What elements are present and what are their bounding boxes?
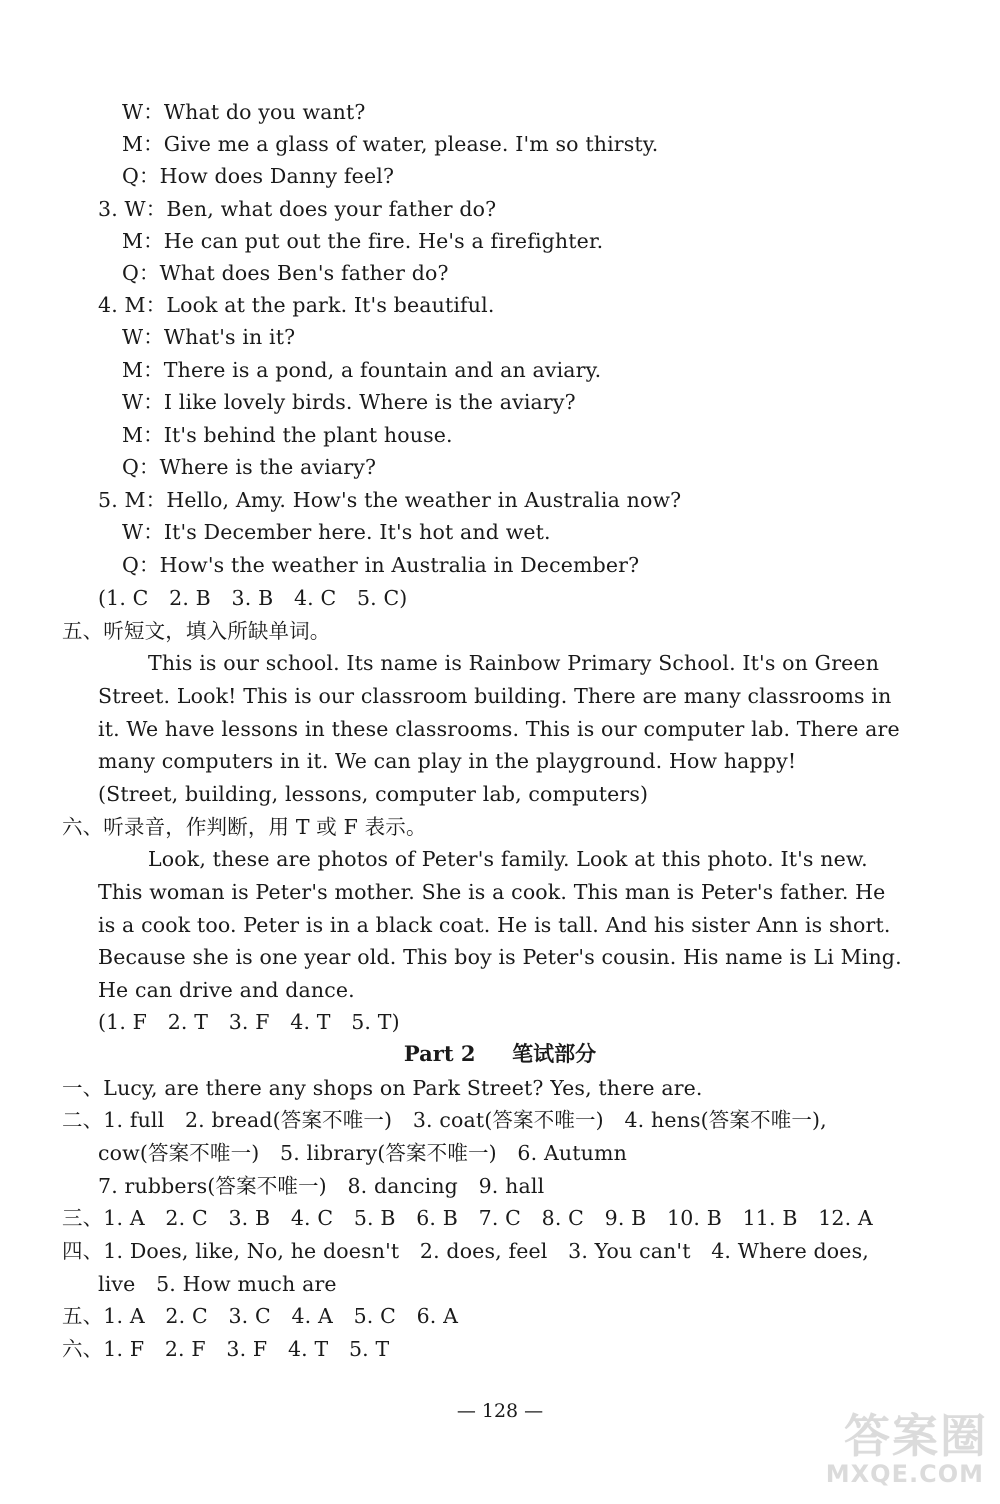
- answer-line: 三、1. A 2. C 3. B 4. C 5. B 6. B 7. C 8. C 9. B 10. B 11. B 12. A: [62, 1206, 873, 1230]
- dialogue-line: W：It's December here. It's hot and wet.: [122, 520, 551, 544]
- dialogue-line: W：What's in it?: [122, 325, 296, 349]
- dialogue-line: W：I like lovely birds. Where is the aviary?: [122, 390, 576, 414]
- passage-line: This woman is Peter's mother. She is a cook. This man is Peter's father. He: [98, 880, 886, 904]
- dialogue-question: Q：How's the weather in Australia in December?: [122, 553, 640, 577]
- answer-line: 六、1. F 2. F 3. F 4. T 5. T: [62, 1337, 390, 1361]
- passage-line: many computers in it. We can play in the playground. How happy!: [98, 749, 797, 773]
- answer-line: cow(答案不唯一) 5. library(答案不唯一) 6. Autumn: [98, 1141, 627, 1165]
- passage-line: is a cook too. Peter is in a black coat. He is tall. And his sister Ann is short.: [98, 913, 891, 937]
- watermark-text-top: 答案圈: [844, 1409, 988, 1463]
- watermark-text-bottom: MXQE.COM: [825, 1460, 984, 1488]
- answer-line: live 5. How much are: [98, 1272, 337, 1296]
- passage-line: it. We have lessons in these classrooms. This is our computer lab. There are: [98, 717, 900, 741]
- answer-line: (1. C 2. B 3. B 4. C 5. C): [98, 586, 408, 610]
- passage-line: This is our school. Its name is Rainbow Primary School. It's on Green: [148, 651, 880, 675]
- passage-line: Because she is one year old. This boy is Peter's cousin. His name is Li Ming.: [98, 945, 902, 969]
- passage-line: Look, these are photos of Peter's family. Look at this photo. It's new.: [148, 847, 868, 871]
- dialogue-question: Q：How does Danny feel?: [122, 164, 395, 188]
- dialogue-question: Q：Where is the aviary?: [122, 455, 377, 479]
- dialogue-question: Q：What does Ben's father do?: [122, 261, 449, 285]
- section-heading: 五、听短文，填入所缺单词。: [62, 619, 331, 643]
- part-title-en: Part 2: [403, 1041, 476, 1066]
- answer-line: 一、Lucy, are there any shops on Park Street? Yes, there are.: [62, 1076, 703, 1100]
- dialogue-line: M：He can put out the fire. He's a firefighter.: [122, 229, 604, 253]
- passage-line: He can drive and dance.: [98, 978, 355, 1002]
- answer-line: 四、1. Does, like, No, he doesn't 2. does, feel 3. You can't 4. Where does,: [62, 1239, 869, 1263]
- answer-line: 二、1. full 2. bread(答案不唯一) 3. coat(答案不唯一) 4. hens(答案不唯一),: [62, 1108, 827, 1132]
- dialogue-line: 5. M：Hello, Amy. How's the weather in Australia now?: [98, 488, 682, 512]
- part-title-cn: 笔试部分: [512, 1041, 597, 1066]
- answer-line: 7. rubbers(答案不唯一) 8. dancing 9. hall: [98, 1174, 545, 1198]
- dialogue-line: 4. M：Look at the park. It's beautiful.: [98, 293, 495, 317]
- answer-line: (1. F 2. T 3. F 4. T 5. T): [98, 1010, 400, 1034]
- dialogue-line: M：There is a pond, a fountain and an aviary.: [122, 358, 602, 382]
- page-number: — 128 —: [456, 1400, 544, 1422]
- watermark-logo: [825, 1400, 988, 1495]
- dialogue-line: W：What do you want?: [122, 100, 366, 124]
- dialogue-line: M：Give me a glass of water, please. I'm so thirsty.: [122, 132, 659, 156]
- part-title: [0, 1040, 1000, 1068]
- answer-line: 五、1. A 2. C 3. C 4. A 5. C 6. A: [62, 1304, 459, 1328]
- answer-line: (Street, building, lessons, computer lab, computers): [98, 782, 649, 806]
- passage-line: Street. Look! This is our classroom building. There are many classrooms in: [98, 684, 892, 708]
- dialogue-line: 3. W：Ben, what does your father do?: [98, 197, 497, 221]
- dialogue-line: M：It's behind the plant house.: [122, 423, 453, 447]
- section-heading: 六、听录音，作判断，用 T 或 F 表示。: [62, 815, 427, 839]
